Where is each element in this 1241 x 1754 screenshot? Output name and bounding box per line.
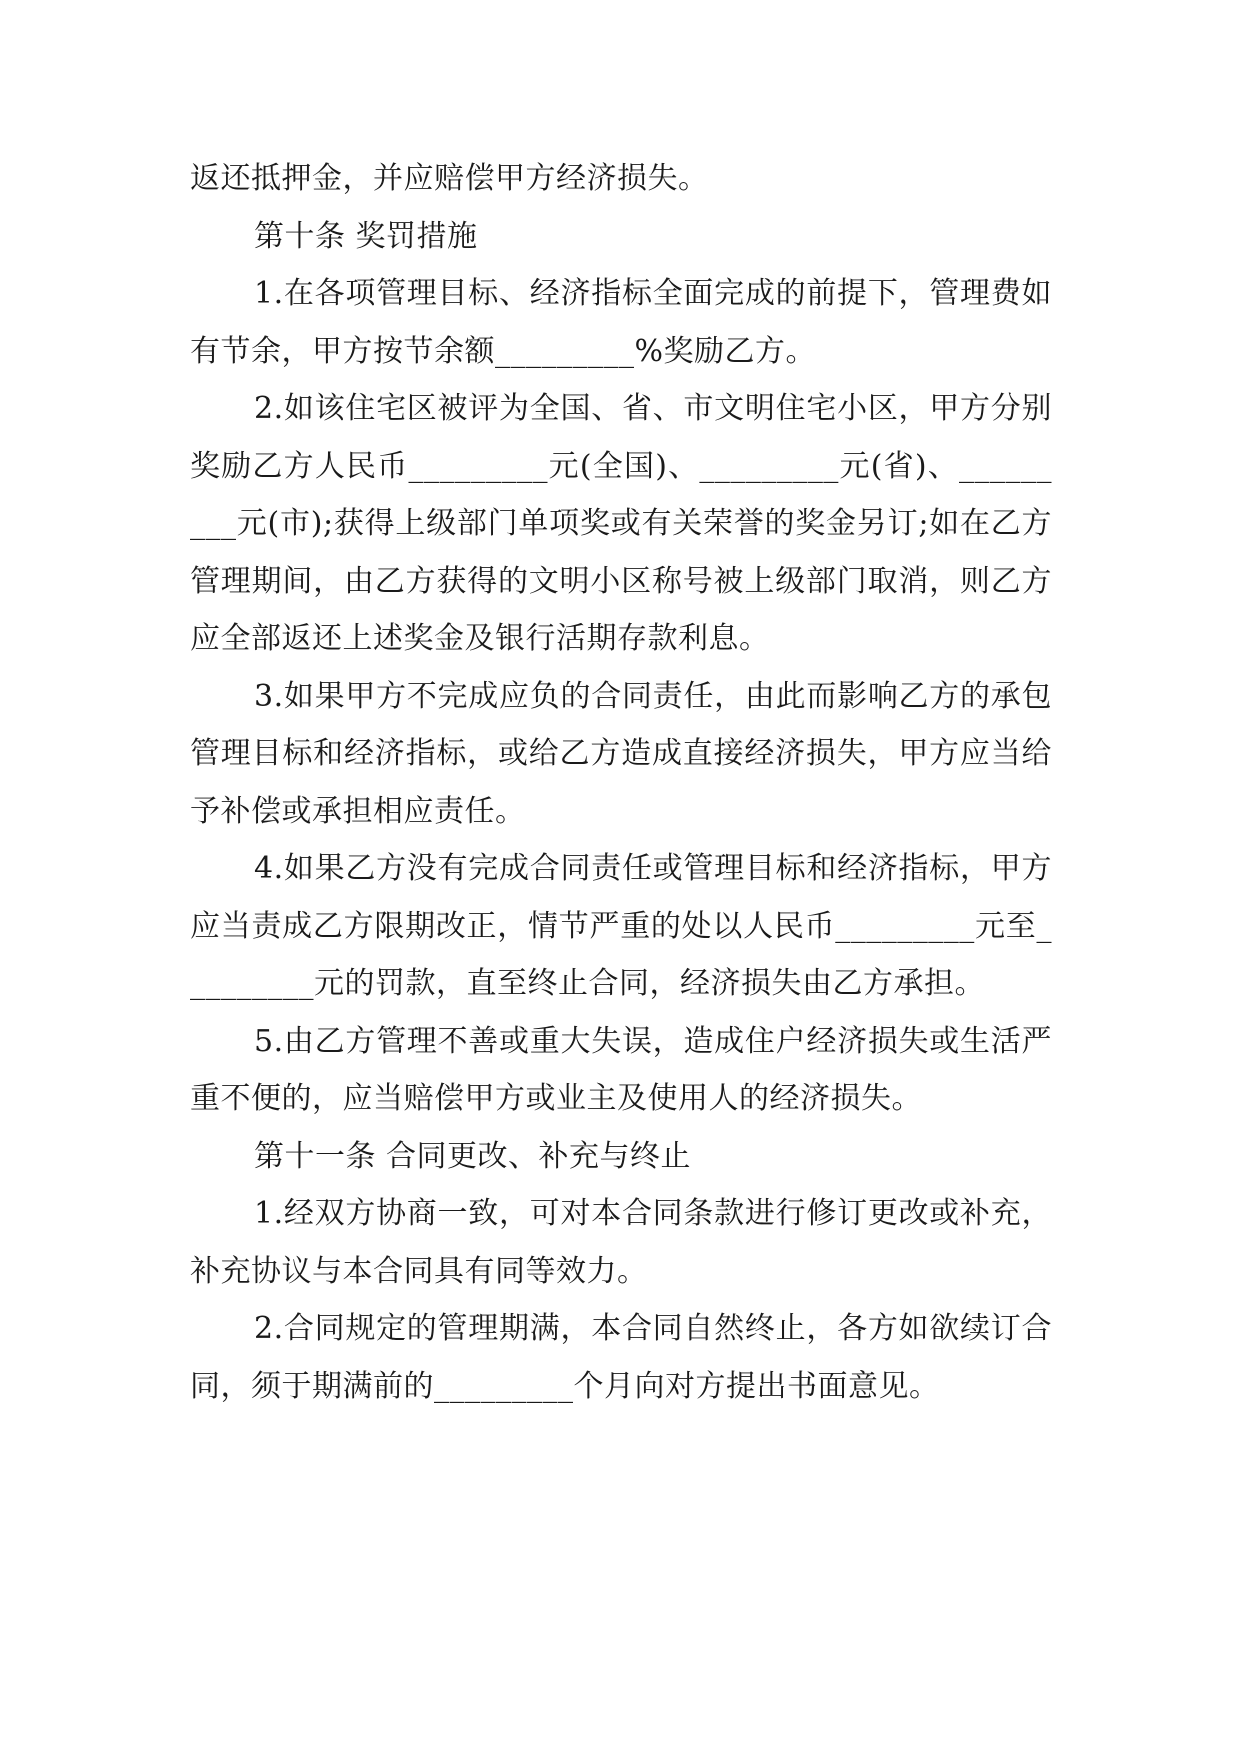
article-10-item-3: 3.如果甲方不完成应负的合同责任，由此而影响乙方的承包管理目标和经济指标，或给乙方造成直接经济损失，甲方应当给予补偿或承担相应责任。	[190, 678, 1052, 829]
contract-body	[190, 150, 1052, 1415]
article-10-item-1: 1.在各项管理目标、经济指标全面完成的前提下，管理费如有节余，甲方按节余额_________%奖励乙方。	[190, 276, 1052, 369]
article-11-item-2: 2.合同规定的管理期满，本合同自然终止，各方如欲续订合同，须于期满前的_________个月向对方提出书面意见。	[190, 1311, 1052, 1404]
article-11-item-1: 1.经双方协商一致，可对本合同条款进行修订更改或补充，补充协议与本合同具有同等效力。	[190, 1196, 1052, 1289]
article-11-heading: 第十一条 合同更改、补充与终止	[254, 1138, 692, 1174]
article-10-item-2: 2.如该住宅区被评为全国、省、市文明住宅小区，甲方分别奖励乙方人民币_________元(全国)、_________元(省)、_________元(市);获得上级部门单项奖或有关荣誉的奖金另订;如在乙方管理期间，由乙方获得的文明小区称号被上级部门取消，则乙方应全部返还上述奖金及银行活期存款利息。	[190, 391, 1052, 656]
continuation-paragraph: 返还抵押金，并应赔偿甲方经济损失。	[190, 161, 709, 196]
article-10-item-5: 5.由乙方管理不善或重大失误，造成住户经济损失或生活严重不便的，应当赔偿甲方或业主及使用人的经济损失。	[190, 1023, 1052, 1116]
article-10-heading: 第十条 奖罚措施	[254, 218, 478, 254]
article-10-item-4: 4.如果乙方没有完成合同责任或管理目标和经济指标，甲方应当责成乙方限期改正，情节严重的处以人民币_________元至_________元的罚款，直至终止合同，经济损失由乙方承担。	[190, 851, 1052, 1001]
